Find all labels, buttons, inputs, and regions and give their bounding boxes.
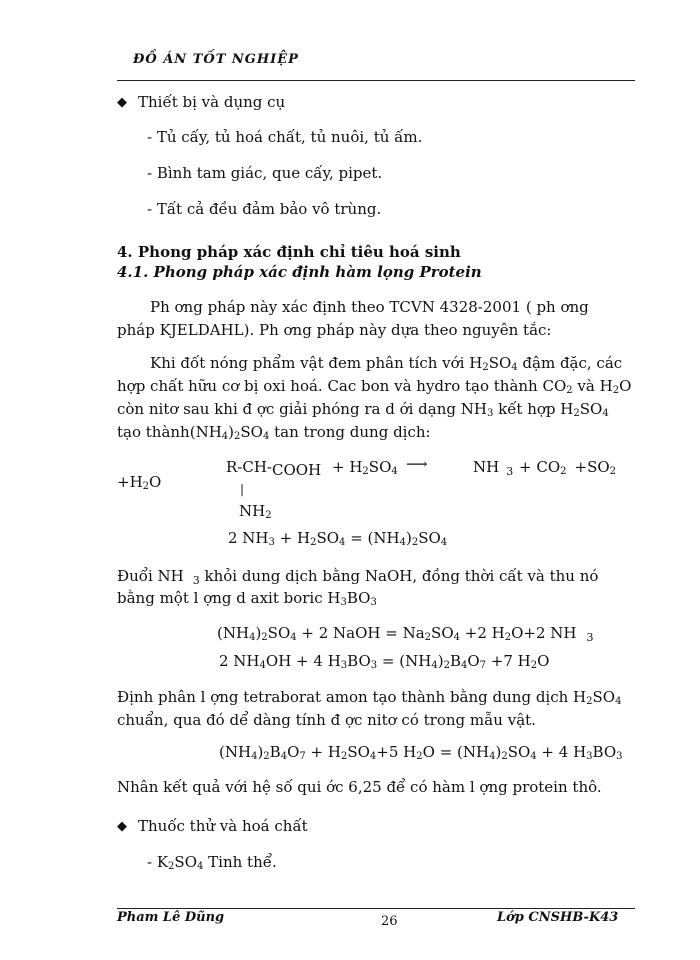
equation-4: 2 $NH_4OH + 4$ $H_3BO_3 = (NH_4)_2B_4O_7 +7$ $H_2O$ — [219, 652, 550, 671]
para3-line2: bằng một l ợng d axit boric $H_3BO_3$ — [117, 589, 377, 608]
para1-line2: pháp KJELDAHL). Ph ơng pháp này dựa theo nguyên tắc: — [117, 321, 552, 339]
para3-line1: Đuổi NH $_3$ khỏi dung dịch bằng NaOH, đồng thời cất và thu nó — [117, 567, 599, 587]
reagent-item: - $K_2SO_4$ Tinh thể. — [147, 853, 277, 872]
running-header-title: ĐỒ ÁN TỐT NGHIỆP — [133, 52, 299, 67]
reaction-arrow-icon: ⟶ — [406, 455, 428, 473]
header-rule — [117, 80, 635, 81]
para2-line3: còn nitơ sau khi đ ợc giải phóng ra d ới dạng $NH_3$ kết hợp $H_2SO_4$ — [117, 400, 609, 419]
reaction-product-nh3: NH $_3$ — [473, 458, 514, 478]
section-subheading: 4.1. Phong pháp xác định hàm lọng Protein — [117, 263, 482, 281]
reaction-water: $+H_2O$ — [117, 473, 162, 492]
reaction-branch-bar: | — [240, 482, 245, 496]
equip-item: - Tất cả đều đảm bảo vô trùng. — [147, 200, 382, 218]
bullet-icon: ◆ — [117, 95, 127, 110]
equip-bullet-text: Thiết bị và dụng cụ — [138, 93, 286, 111]
reaction-products: + $CO_2 +SO_2$ — [519, 458, 617, 477]
para2-line4: tạo $thành(NH_4)_2SO_4$ tan trong dung dịch: — [117, 423, 431, 442]
bullet-icon: ◆ — [117, 819, 127, 834]
equation-3: $(NH_4)_2SO_4 + 2$ NaOH = $Na_2SO_4 +2$ $H_2O+2$ NH $_3$ — [217, 624, 594, 644]
para4-line1: Định phân l ợng tetraborat amon tạo thành bằng dung dịch $H_2SO_4$ — [117, 688, 622, 707]
equation-2: 2 $NH_3 + H_2SO_4 = (NH_4)_2SO_4$ — [228, 529, 448, 548]
para2-line2: hợp chất hữu cơ bị oxi hoá. Cac bon và hydro tạo thành $CO_2$ và $H_2O$ — [117, 377, 632, 396]
para2-line1: Khi đốt nóng phẩm vật đem phân tích với $H_2SO_4$ đậm đặc, các — [150, 354, 623, 373]
equip-item: - Bình tam giác, que cấy, pipet. — [147, 164, 383, 182]
reaction-acid: + $H_2SO_4$ — [332, 458, 398, 477]
section-heading: 4. Phong pháp xác định chỉ tiêu hoá sinh — [117, 243, 461, 261]
page-number: 26 — [381, 914, 398, 929]
footer-rule — [117, 908, 635, 909]
reaction-reactant: R-CH-COOH — [226, 458, 322, 479]
reaction-nh2: $NH_2$ — [239, 502, 272, 521]
para4-line2: chuẩn, qua đó dể dàng tính đ ợc nitơ có trong mẫu vật. — [117, 711, 536, 729]
equip-item: - Tủ cấy, tủ hoá chất, tủ nuôi, tủ ấm. — [147, 128, 423, 146]
footer-author: Pham Lê Dũng — [117, 910, 225, 925]
para1-line1: Ph ơng pháp này xác định theo TCVN 4328-2001 ( ph ơng — [150, 298, 589, 316]
para5: Nhân kết quả với hệ số qui ớc 6,25 để có hàm l ợng protein thô. — [117, 778, 602, 796]
equation-5: $(NH_4)_2B_4O_7 + H_2SO_4+5$ $H_2O = (NH_4)_2SO_4 + 4$ $H_3BO_3$ — [219, 743, 623, 762]
footer-class: Lớp CNSHB-K43 — [497, 910, 619, 925]
reagent-bullet-text: Thuốc thử và hoá chất — [138, 817, 308, 835]
